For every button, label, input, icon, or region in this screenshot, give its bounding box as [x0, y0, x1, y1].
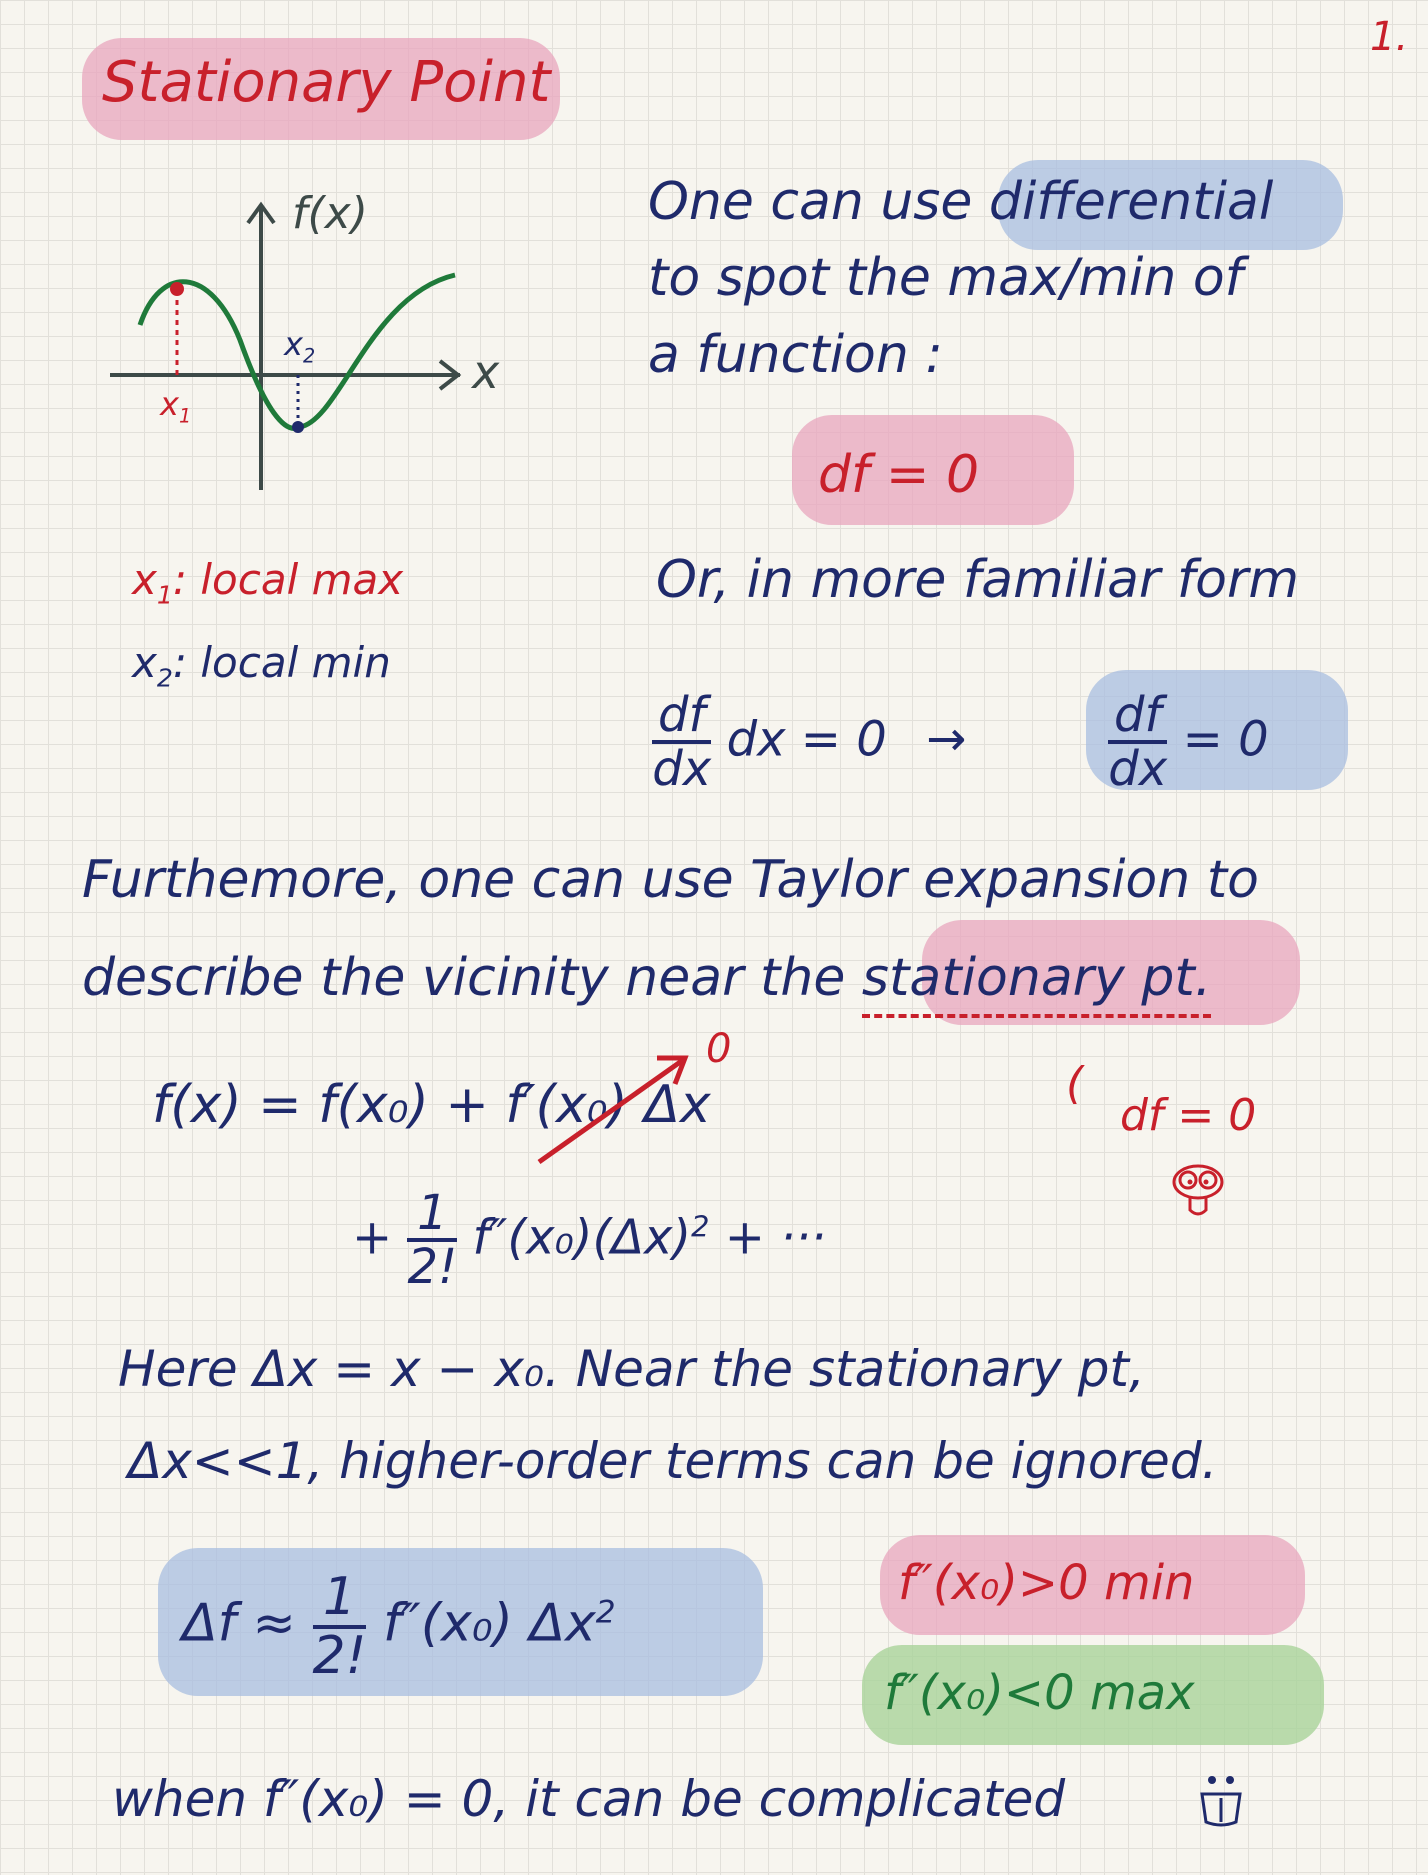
y-axis-label: f(x)	[292, 188, 368, 239]
intro-line-2: to spot the max/min of	[648, 248, 1243, 308]
min-condition: f″(x₀)>0 min	[898, 1555, 1195, 1611]
familiar-form-text: Or, in more familiar form	[656, 550, 1299, 610]
smiley-doodle-icon	[1196, 1770, 1246, 1830]
crossed-term-zero: 0	[706, 1026, 732, 1072]
furthermore-line-1: Furthemore, one can use Taylor expansion to	[82, 850, 1259, 910]
here-line-1: Here Δx = x − x₀. Near the stationary pt,	[118, 1340, 1145, 1398]
closing-text: when f″(x₀) = 0, it can be complicated	[112, 1770, 1066, 1828]
x2-graph-label: $x_2$	[284, 325, 316, 368]
page-number: 1.	[1370, 14, 1409, 60]
face-doodle-icon	[1168, 1160, 1228, 1224]
x1-graph-label: $x_1$	[160, 385, 192, 428]
taylor-line-2: + $\frac{1}{2!}$ $f''(x_0)(\Delta x)^2$ + ···	[352, 1185, 826, 1296]
intro-line-1: One can use differential	[648, 172, 1274, 232]
stationary-pt-text: stationary pt.	[862, 948, 1211, 1018]
page-title: Stationary Point	[102, 50, 551, 115]
x-axis-label: x	[472, 345, 500, 399]
df-equation: df = 0	[818, 445, 980, 505]
legend-local-min: $x_2$: local min	[132, 638, 391, 693]
max-point	[170, 282, 184, 296]
furthermore-line-2: describe the vicinity near the stationary pt.	[82, 948, 1211, 1008]
here-line-2: Δx<<1, higher-order terms can be ignored.	[128, 1432, 1218, 1490]
min-point	[292, 421, 304, 433]
max-condition: f″(x₀)<0 max	[884, 1665, 1195, 1721]
one-over-two-factorial: $\frac{1}{2!}$	[407, 1185, 458, 1296]
df-note: df = 0	[1120, 1090, 1257, 1141]
derivative-equation-right: $\frac{df}{dx}$ = 0	[1108, 687, 1269, 798]
df-dx-fraction: $\frac{df}{dx}$	[652, 687, 712, 798]
legend-local-max: $x_1$: local max	[132, 555, 404, 610]
derivative-equation-left: $\frac{df}{dx}$ dx = 0 →	[652, 687, 967, 798]
intro-line-3: a function :	[648, 325, 943, 385]
bracket-mark: (	[1066, 1058, 1084, 1109]
taylor-line-1: f(x) = f(x₀) + f′(x₀) Δx	[152, 1075, 711, 1135]
df-dx-fraction-2: $\frac{df}{dx}$	[1108, 687, 1168, 798]
strike-arrow	[535, 1040, 705, 1170]
approx-equation: Δf ≈ $\frac{1}{2!}$ f″(x₀) $\Delta x^2$	[182, 1567, 616, 1686]
approx-fraction: $\frac{1}{2!}$	[312, 1567, 367, 1686]
